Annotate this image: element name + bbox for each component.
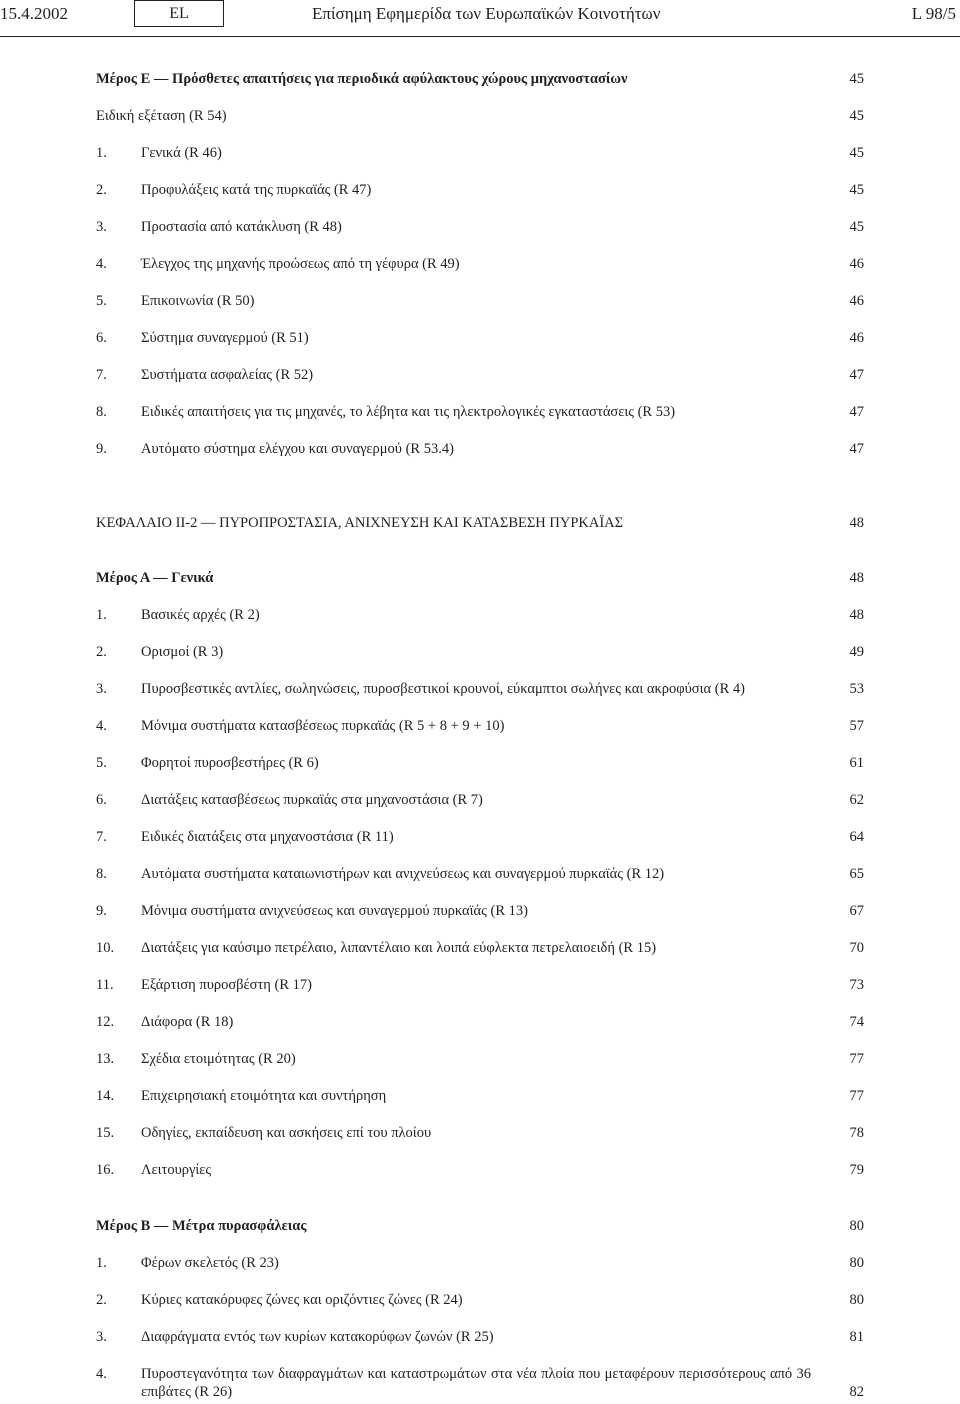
page-number: 62 <box>849 792 864 808</box>
entry-number: 11. <box>96 977 114 993</box>
entry-number: 1. <box>96 607 107 623</box>
entry-title: Προστασία από κατάκλυση (R 48) <box>141 219 342 235</box>
entry-title: Διατάξεις κατασβέσεως πυρκαϊάς στα μηχανοστάσια (R 7) <box>141 792 483 808</box>
page-number: 46 <box>849 293 864 309</box>
entry-number: 15. <box>96 1125 115 1141</box>
page-number: 73 <box>849 977 864 993</box>
entry-title: Ειδικές διατάξεις στα μηχανοστάσια (R 11) <box>141 829 394 845</box>
entry-title: Εξάρτιση πυροσβέστη (R 17) <box>141 977 312 993</box>
entry-number: 9. <box>96 903 107 919</box>
entry-number: 5. <box>96 755 107 771</box>
page-number: 80 <box>849 1292 864 1308</box>
entry-number: 4. <box>96 1366 107 1382</box>
page-number: 82 <box>849 1384 864 1400</box>
page-reference: L 98/5 <box>911 4 956 23</box>
entry-number: 2. <box>96 1292 107 1308</box>
entry-number: 3. <box>96 1329 107 1345</box>
page-number: 46 <box>849 330 864 346</box>
entry-number: 12. <box>96 1014 115 1030</box>
entry-title: Πυροσβεστικές αντλίες, σωληνώσεις, πυροσβεστικοί κρουνοί, εύκαμπτοι σωλήνες και ακροφύσια (R 4) <box>141 681 745 697</box>
entry-title: Μόνιμα συστήματα κατασβέσεως πυρκαϊάς (R 5 + 8 + 9 + 10) <box>141 718 505 734</box>
entry-title: Σχέδια ετοιμότητας (R 20) <box>141 1051 296 1067</box>
page-number: 79 <box>849 1162 864 1178</box>
entry-number: 2. <box>96 182 107 198</box>
entry-title: Μόνιμα συστήματα ανιχνεύσεως και συναγερμού πυρκαϊάς (R 13) <box>141 903 528 919</box>
page-number: 65 <box>849 866 864 882</box>
entry-number: 4. <box>96 718 107 734</box>
page-header <box>0 0 960 30</box>
entry-title: Αυτόματο σύστημα ελέγχου και συναγερμού (R 53.4) <box>141 441 454 457</box>
entry-number: 6. <box>96 330 107 346</box>
entry-title: Κύριες κατακόρυφες ζώνες και οριζόντιες ζώνες (R 24) <box>141 1292 463 1308</box>
entry-number: 4. <box>96 256 107 272</box>
page-number: 45 <box>849 145 864 161</box>
entry-title: Προφυλάξεις κατά της πυρκαϊάς (R 47) <box>141 182 372 198</box>
entry-title: Διαφράγματα εντός των κυρίων κατακορύφων ζωνών (R 25) <box>141 1329 494 1345</box>
entry-number: 16. <box>96 1162 115 1178</box>
entry-number: 3. <box>96 681 107 697</box>
language-box: EL <box>134 0 224 27</box>
entry-number: 1. <box>96 1255 107 1271</box>
entry-title: Ειδικές απαιτήσεις για τις μηχανές, το λέβητα και τις ηλεκτρολογικές εγκαταστάσεις (R 53) <box>141 404 676 420</box>
page-number: 77 <box>849 1051 864 1067</box>
entry-number: 8. <box>96 404 107 420</box>
heading-title: Μέρος Ε — Πρόσθετες απαιτήσεις για περιοδικά αφύλακτους χώρους μηχανοστασίων <box>96 71 628 87</box>
entry-title: Διατάξεις για καύσιμο πετρέλαιο, λιπαντέλαιο και λοιπά εύφλεκτα πετρελαιοειδή (R 15) <box>141 940 657 956</box>
entry-number: 10. <box>96 940 115 956</box>
page-number: 47 <box>849 367 864 383</box>
entry-number: 8. <box>96 866 107 882</box>
page-number: 48 <box>849 515 864 531</box>
page-number: 74 <box>849 1014 864 1030</box>
entry-title: Έλεγχος της μηχανής προώσεως από τη γέφυρα (R 49) <box>141 256 460 272</box>
entry-number: 3. <box>96 219 107 235</box>
entry-title: Γενικά (R 46) <box>141 145 222 161</box>
page-number: 61 <box>849 755 864 771</box>
page-number: 47 <box>849 404 864 420</box>
page-number: 46 <box>849 256 864 272</box>
page-number: 70 <box>849 940 864 956</box>
page-number: 64 <box>849 829 864 845</box>
entry-number: 14. <box>96 1088 115 1104</box>
journal-title: Επίσημη Εφημερίδα των Ευρωπαϊκών Κοινοτήτων <box>312 4 661 23</box>
heading-title: Μέρος Β — Μέτρα πυρασφάλειας <box>96 1218 307 1234</box>
heading-title: ΚΕΦΑΛΑΙΟ II-2 — ΠΥΡΟΠΡΟΣΤΑΣΙΑ, ΑΝΙΧΝΕΥΣΗ ΚΑΙ ΚΑΤΑΣΒΕΣΗ ΠΥΡΚΑΪΑΣ <box>96 515 624 531</box>
entry-title: Λειτουργίες <box>141 1162 212 1178</box>
page-number: 45 <box>849 219 864 235</box>
page-number: 80 <box>849 1255 864 1271</box>
entry-number: 2. <box>96 644 107 660</box>
page-number: 57 <box>849 718 864 734</box>
entry-number: 13. <box>96 1051 115 1067</box>
page-number: 48 <box>849 570 864 586</box>
entry-number: 6. <box>96 792 107 808</box>
page-number: 80 <box>849 1218 864 1234</box>
entry-title: Φέρων σκελετός (R 23) <box>141 1255 279 1271</box>
page-number: 81 <box>849 1329 864 1345</box>
entry-title: Βασικές αρχές (R 2) <box>141 607 260 623</box>
page-number: 49 <box>849 644 864 660</box>
page-number: 45 <box>849 71 864 87</box>
page-number: 77 <box>849 1088 864 1104</box>
entry-title: Επιχειρησιακή ετοιμότητα και συντήρηση <box>141 1088 387 1104</box>
entry-number: 7. <box>96 829 107 845</box>
page-number: 45 <box>849 108 864 124</box>
entry-title: Οδηγίες, εκπαίδευση και ασκήσεις επί του πλοίου <box>141 1125 432 1141</box>
page-number: 47 <box>849 441 864 457</box>
entry-title: Φορητοί πυροσβεστήρες (R 6) <box>141 755 319 771</box>
entry-number: 1. <box>96 145 107 161</box>
entry-number: 7. <box>96 367 107 383</box>
page-number: 67 <box>849 903 864 919</box>
page-number: 53 <box>849 681 864 697</box>
entry-title: Επικοινωνία (R 50) <box>141 293 255 309</box>
entry-title: Διάφορα (R 18) <box>141 1014 234 1030</box>
page-number: 48 <box>849 607 864 623</box>
entry-number: 9. <box>96 441 107 457</box>
heading-title: Ειδική εξέταση (R 54) <box>96 108 227 124</box>
entry-title: Αυτόματα συστήματα καταιωνιστήρων και ανιχνεύσεως και συναγερμού πυρκαϊάς (R 12) <box>141 866 665 882</box>
page-number: 78 <box>849 1125 864 1141</box>
header-rule <box>0 36 960 37</box>
entry-title: Πυροστεγανότητα των διαφραγμάτων και καταστρωμάτων στα νέα πλοία που μεταφέρουν περισσότερους από 36 επιβάτες (R 26) <box>141 1366 811 1400</box>
entry-title: Σύστημα συναγερμού (R 51) <box>141 330 309 346</box>
entry-title: Συστήματα ασφαλείας (R 52) <box>141 367 314 383</box>
entry-title: Ορισμοί (R 3) <box>141 644 224 660</box>
issue-date: 15.4.2002 <box>0 4 68 23</box>
heading-title: Μέρος Α — Γενικά <box>96 570 214 586</box>
entry-number: 5. <box>96 293 107 309</box>
page-number: 45 <box>849 182 864 198</box>
